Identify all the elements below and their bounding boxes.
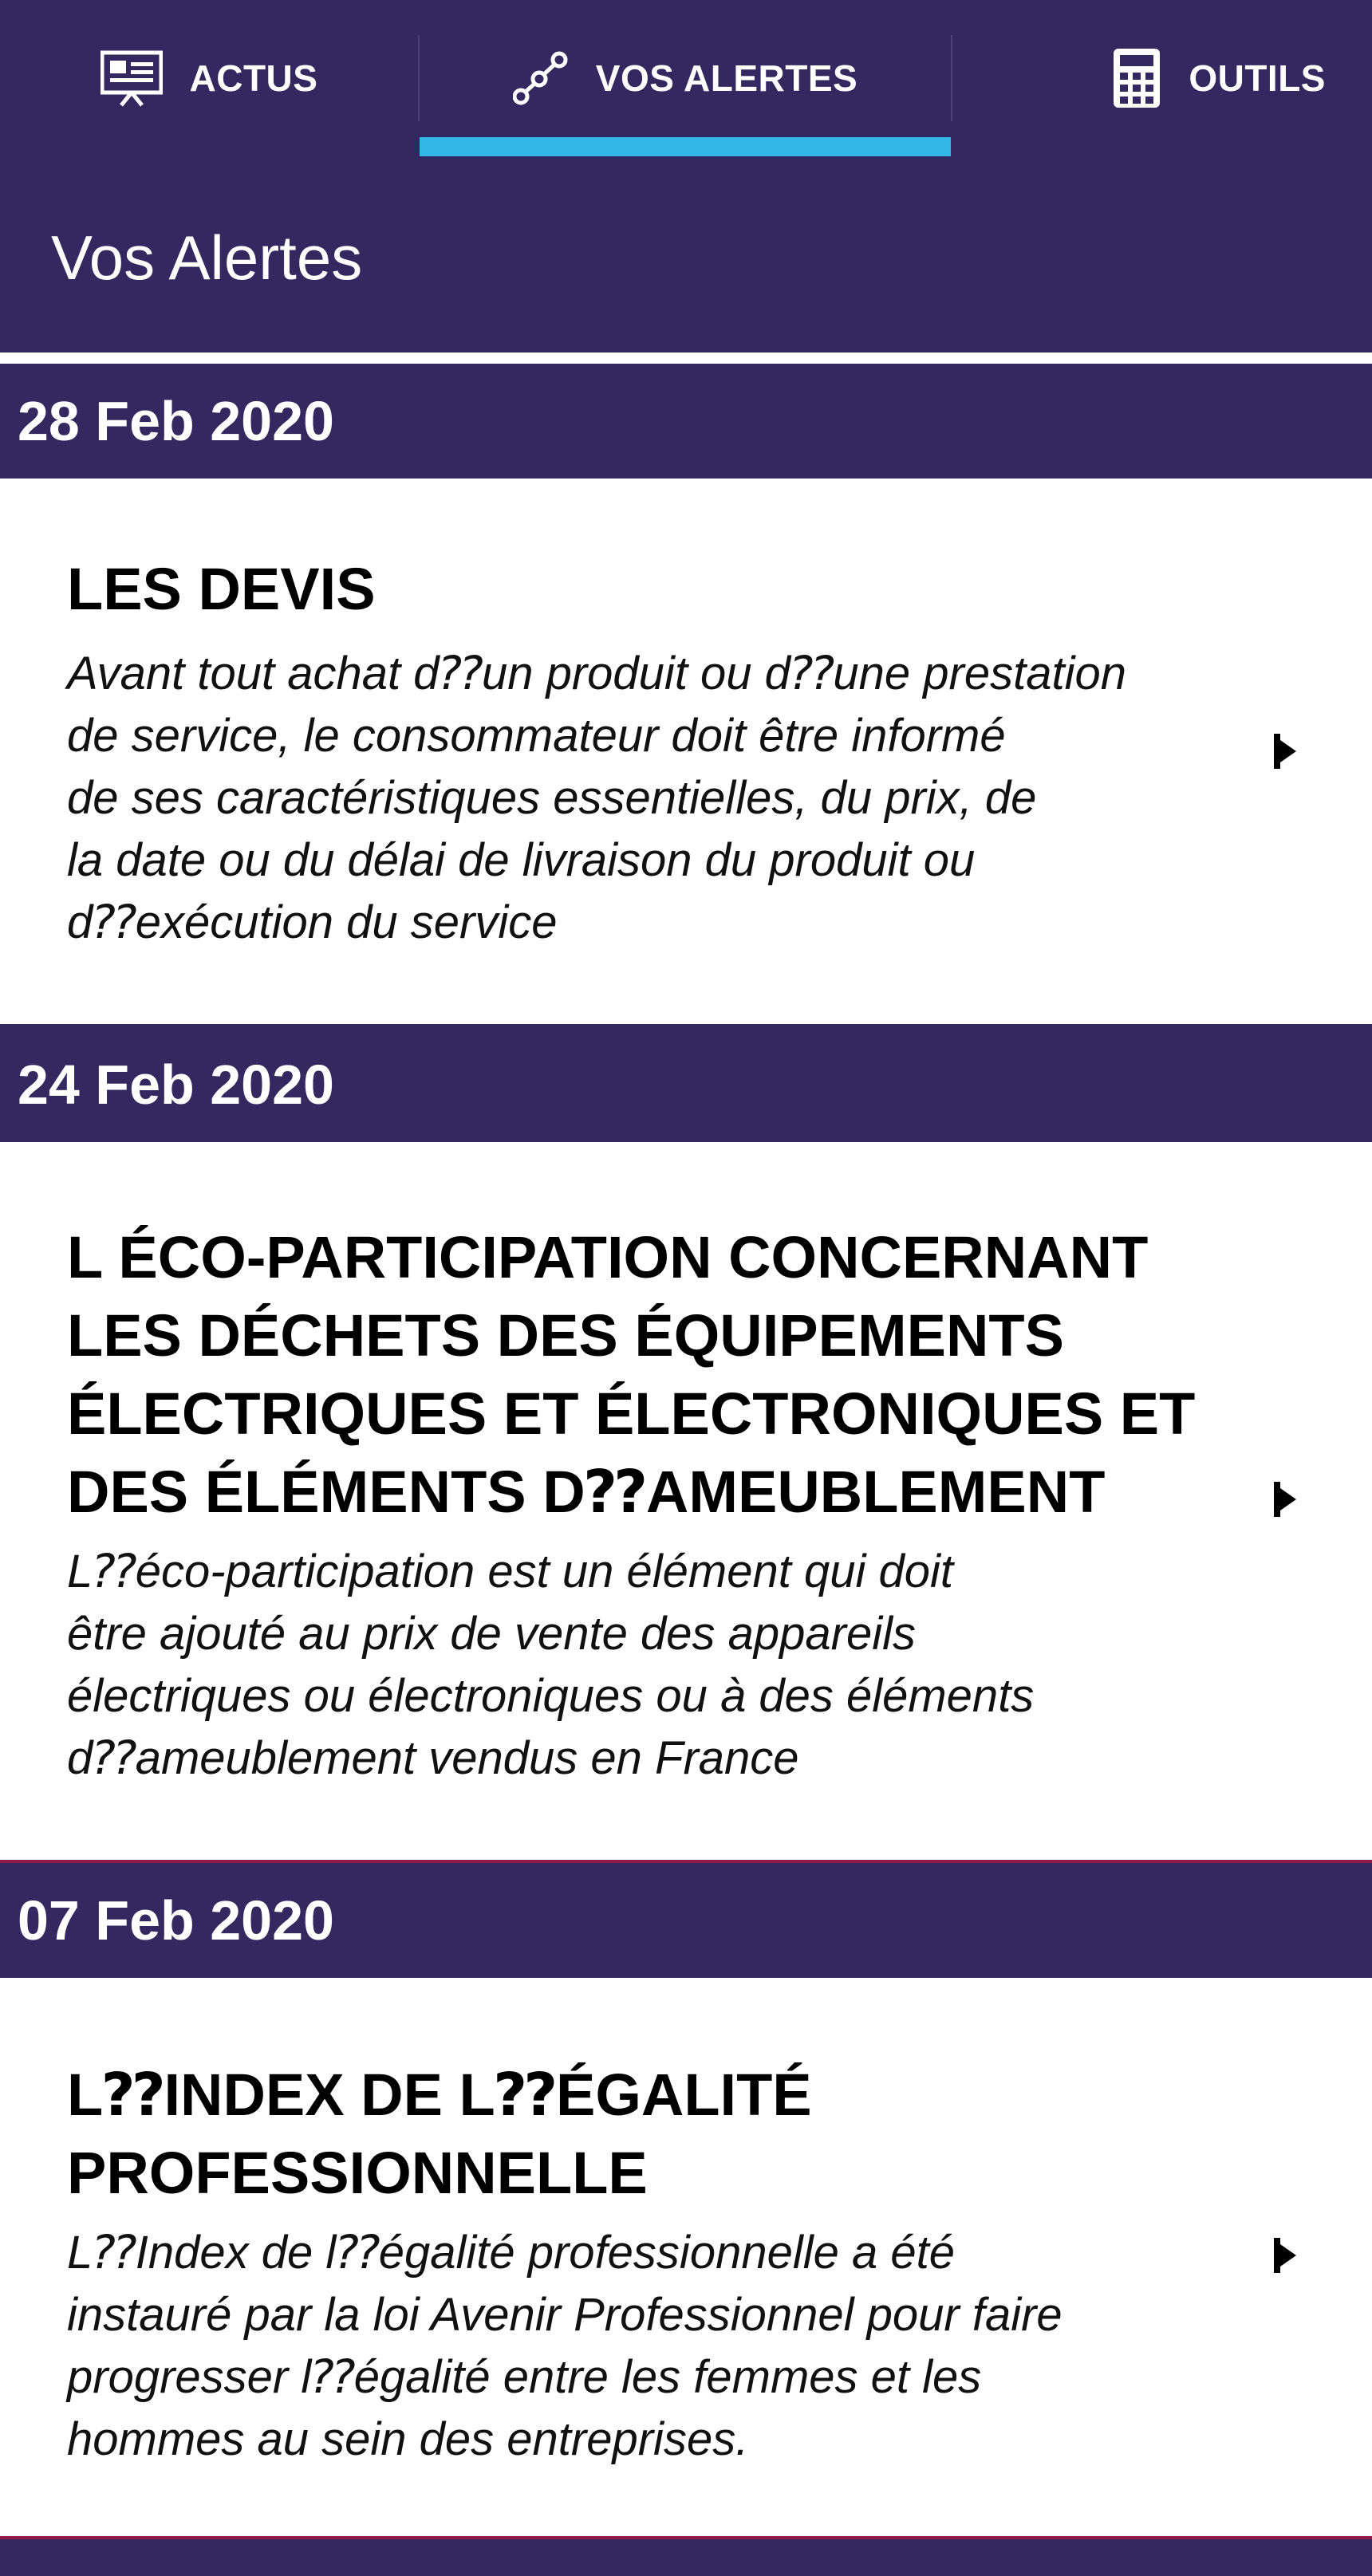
top-navigation [0,0,1372,156]
alert-description-line: de ses caractéristiques essentielles, du prix, de [67,772,1037,824]
alert-description-line: la date ou du délai de livraison du produit ou [67,834,976,886]
presentation-board-icon [101,49,163,107]
chevron-right-icon[interactable] [1268,2233,1300,2278]
tab-actus-label: ACTUS [189,57,318,99]
date-header [0,1027,1372,1142]
page-title: Vos Alertes [51,223,363,293]
alert-title-line: LES DÉCHETS DES ÉQUIPEMENTS [67,1302,1064,1369]
alert-title-line: LES DEVIS [67,556,376,622]
alert-description-line: être ajouté au prix de vente des appareils [67,1608,917,1660]
chevron-right-icon[interactable] [1268,729,1300,774]
alert-title-line: ÉLECTRIQUES ET ÉLECTRONIQUES ET [67,1381,1196,1447]
alert-description-line: de service, le consommateur doit être informé [67,710,1006,762]
alert-title [67,550,1240,628]
tab-outils[interactable] [952,0,1372,156]
alert-title-line: PROFESSIONNELLE [67,2140,648,2206]
alert-description [67,1541,1240,1790]
alert-description-line: électriques ou électroniques ou à des éléments [67,1670,1035,1722]
alert-title-line: L ÉCO-PARTICIPATION CONCERNANT [67,1224,1149,1290]
header-divider [0,353,1372,360]
chevron-right-icon[interactable] [1268,1477,1300,1522]
alert-title-line: L⁇INDEX DE L⁇ÉGALITÉ [67,2062,812,2128]
alert-description [67,643,1240,954]
alert-card-eco-participation[interactable] [0,1142,1372,1860]
calculator-icon [1112,47,1161,109]
alert-description-line: Avant tout achat d⁇un produit ou d⁇une prestation [67,648,1126,699]
tab-vos-alertes[interactable] [420,0,951,156]
alert-description-line: d⁇ameublement vendus en France [67,1732,799,1784]
alert-description-line: hommes au sein des entreprises. [67,2413,749,2465]
alert-card-les-devis[interactable] [0,479,1372,1024]
alert-description-line: d⁇exécution du service [67,896,558,948]
tab-actus[interactable] [0,0,418,156]
alert-title [67,2056,1240,2212]
alert-description-line: instauré par la loi Avenir Professionnel pour faire [67,2289,1063,2341]
page-header [0,156,1372,353]
connected-nodes-icon [513,50,569,106]
alert-date: 28 Feb 2020 [18,390,334,452]
alert-description-line: L⁇Index de l⁇égalité professionnelle a été [67,2227,955,2279]
alert-title [67,1219,1240,1531]
tab-vos-alertes-label: VOS ALERTES [595,57,858,99]
next-date-header [0,2539,1372,2576]
date-header [0,364,1372,479]
alert-description-line: L⁇éco-participation est un élément qui doit [67,1546,954,1597]
alert-date: 24 Feb 2020 [18,1054,334,1116]
alert-card-index-egalite[interactable] [0,1978,1372,2536]
alert-description [67,2222,1240,2471]
alert-date: 07 Feb 2020 [18,1889,334,1952]
active-tab-indicator [420,137,951,156]
alert-title-line: DES ÉLÉMENTS D⁇AMEUBLEMENT [67,1459,1106,1525]
alert-description-line: progresser l⁇égalité entre les femmes et les [67,2351,982,2403]
tab-outils-label: OUTILS [1189,57,1326,99]
date-header [0,1863,1372,1978]
